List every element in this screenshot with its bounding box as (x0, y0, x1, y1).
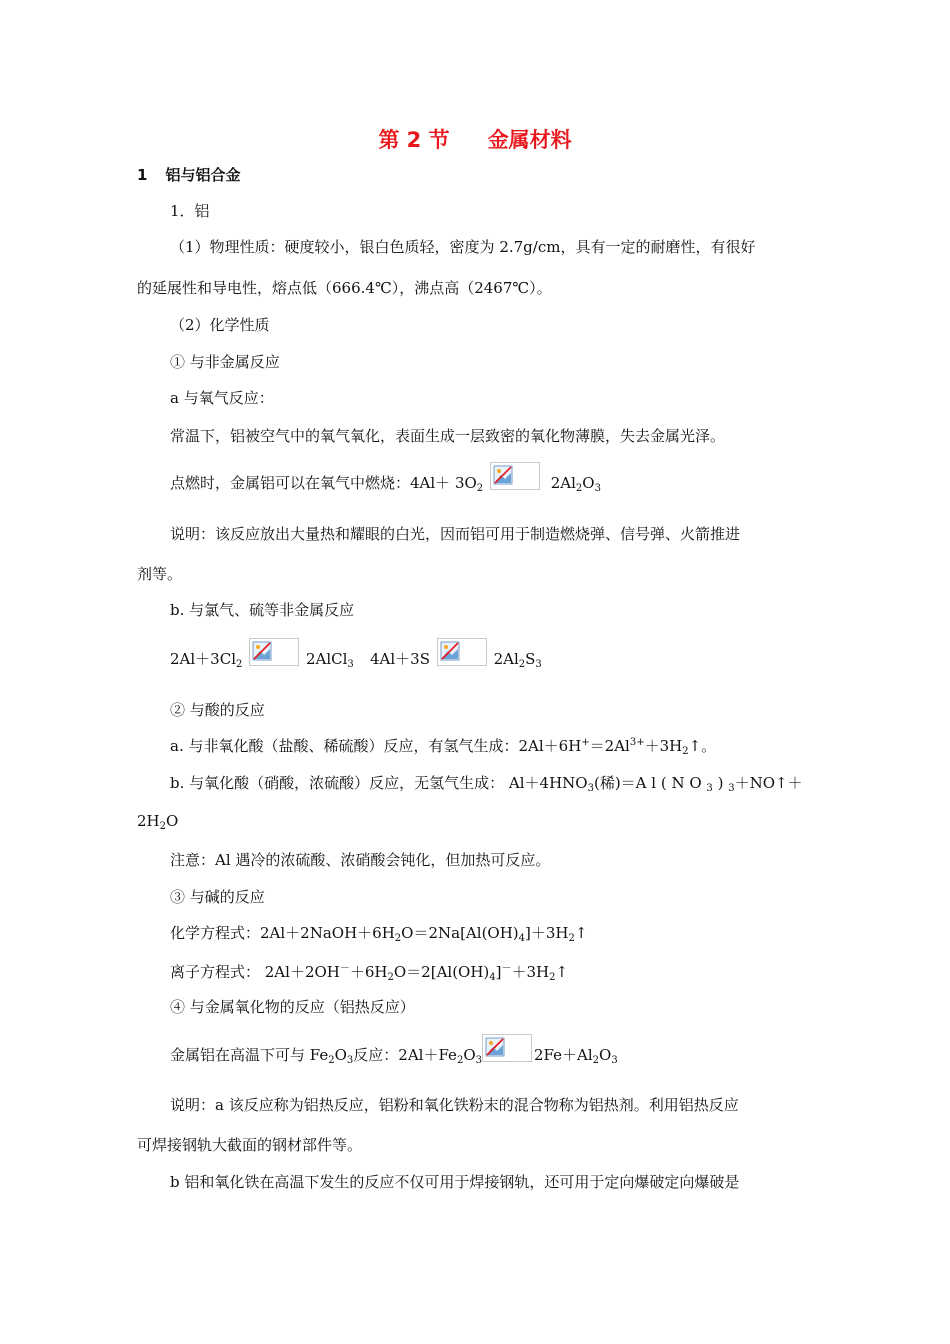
item-thermite-reaction: ④ 与金属氧化物的反应（铝热反应） (170, 998, 415, 1016)
eq-text: ＋6H (349, 963, 388, 981)
item-chlorine-sulfur: b. 与氯气、硫等非金属反应 (170, 601, 355, 619)
section-number: 1 (137, 166, 148, 184)
eq-text: S (525, 650, 536, 668)
explanation-line1: 说明：该反应放出大量热和耀眼的白光，因而铝可用于制造燃烧弹、信号弹、火箭推进 (170, 525, 741, 543)
eq-text: O (166, 812, 179, 830)
eq-sub: 3 (728, 783, 735, 794)
eq-sub: 3 (347, 659, 354, 670)
eq-text: O (334, 1046, 347, 1064)
physical-properties-line1: （1）物理性质：硬度较小，银白色质轻，密度为 2.7g/cm，具有一定的耐磨性，有很好 (170, 238, 756, 256)
eq-sub: 2 (549, 972, 556, 983)
eq-text: 离子方程式： 2Al＋2OH (170, 963, 340, 981)
eq-sub: 3 (611, 1055, 618, 1066)
eq-text: ]＋3H (525, 924, 569, 942)
eq-sub: 2 (568, 933, 575, 944)
eq-text: 4Al＋3S (370, 650, 430, 668)
eq-text: O (582, 474, 595, 492)
chemical-properties-heading: （2）化学性质 (170, 316, 270, 334)
eq-sup: 3+ (629, 737, 645, 748)
eq-text: O (599, 1046, 612, 1064)
eq-sub: 2 (476, 483, 484, 494)
oxidizing-acid-line (170, 772, 803, 794)
broken-image-icon (249, 638, 299, 666)
eq-text: 2Al (550, 474, 576, 492)
eq-sub: 2 (456, 1055, 464, 1066)
eq-sub: 3 (706, 783, 713, 794)
eq-text: 2Fe＋Al (534, 1046, 593, 1064)
eq-sub: 3 (594, 483, 601, 494)
passivation-note: 注意：Al 遇冷的浓硫酸、浓硝酸会钝化，但加热可反应。 (170, 851, 551, 869)
physical-properties-line2: 的延展性和导电性，熔点低（666.4℃），沸点高（2467℃）。 (137, 279, 552, 297)
eq-text: O＝2[Al(OH) (393, 963, 490, 981)
ionic-equation-base (170, 959, 568, 983)
eq-text: (稀)＝A l ( N O (593, 774, 707, 792)
eq-text: ＋3H (644, 737, 683, 755)
chlorine-equation (170, 646, 354, 674)
eq-sub: 3 (587, 783, 594, 794)
title-main: 金属材料 (487, 128, 572, 152)
oxidizing-acid-line2 (137, 812, 178, 832)
eq-text: ＝2Al (589, 737, 630, 755)
eq-text: ＋NO↑＋ (734, 774, 803, 792)
eq-text: 2AlCl (305, 650, 348, 668)
eq-text: O＝2Na[Al(OH) (401, 924, 519, 942)
item-acid-reaction: ② 与酸的反应 (170, 701, 265, 719)
thermite-explanation-line2: 可焊接钢轨大截面的钢材部件等。 (137, 1136, 363, 1154)
oxygen-combustion-equation (170, 470, 601, 498)
eq-sub: 2 (682, 746, 689, 757)
eq-text: ) (712, 774, 729, 792)
eq-sup: － (339, 963, 350, 974)
eq-sub: 2 (328, 1055, 335, 1066)
eq-sub: 3 (346, 1055, 354, 1066)
eq-sub: 3 (475, 1055, 482, 1066)
oxygen-room-temp: 常温下，铝被空气中的氧气氧化，表面生成一层致密的氧化物薄膜，失去金属光泽。 (170, 427, 726, 445)
page-title (0, 124, 950, 154)
thermite-equation (170, 1042, 618, 1070)
sulfur-equation (370, 646, 542, 674)
chemical-equation-base (170, 922, 587, 944)
eq-sub: 2 (159, 821, 166, 832)
eq-sub: 3 (535, 659, 542, 670)
eq-sub: 4 (489, 972, 496, 983)
explanation-line2: 剂等。 (137, 565, 183, 583)
broken-image-icon (437, 638, 487, 666)
non-oxidizing-acid-line (170, 735, 716, 757)
eq-text: O (463, 1046, 476, 1064)
broken-image-icon (490, 462, 540, 490)
eq-sub: 2 (387, 972, 394, 983)
eq-sub: 2 (394, 933, 402, 944)
title-prefix: 第 2 节 (378, 128, 450, 152)
eq-text: 金属铝在高温下可与 Fe (170, 1046, 329, 1064)
eq-sub: 4 (518, 933, 526, 944)
item-oxygen-reaction: a 与氧气反应： (170, 389, 274, 407)
item-base-reaction: ③ 与碱的反应 (170, 888, 265, 906)
eq-sup: + (581, 737, 590, 748)
item-nonmetal-reaction: ① 与非金属反应 (170, 353, 280, 371)
eq-text: ] (495, 963, 502, 981)
eq-sub: 2 (236, 659, 243, 670)
eq-text: 2Al (493, 650, 519, 668)
eq-text: b. 与氧化酸（硝酸，浓硫酸）反应，无氢气生成： Al＋4HNO (170, 774, 588, 792)
eq-text: 点燃时，金属铝可以在氧气中燃烧：4Al＋ 3O (170, 474, 477, 492)
eq-text: 2Al＋3Cl (170, 650, 236, 668)
eq-text: a. 与非氧化酸（盐酸、稀硫酸）反应，有氢气生成：2Al＋6H (170, 737, 582, 755)
eq-text: 反应：2Al＋Fe (353, 1046, 457, 1064)
section-heading (137, 164, 240, 185)
eq-sub: 2 (592, 1055, 600, 1066)
eq-text: 化学方程式：2Al＋2NaOH＋6H (170, 924, 395, 942)
subsection-aluminum: 1．铝 (170, 202, 210, 220)
eq-text: ＋3H (511, 963, 550, 981)
section-text: 铝与铝合金 (165, 166, 241, 184)
eq-text: ↑ (555, 963, 569, 981)
eq-sub: 2 (518, 659, 526, 670)
eq-text: ↑。 (688, 737, 717, 755)
eq-sup: － (501, 963, 512, 974)
eq-sub: 2 (575, 483, 583, 494)
thermite-explanation-line1: 说明：a 该反应称为铝热反应，铝粉和氧化铁粉末的混合物称为铝热剂。利用铝热反应 (170, 1096, 739, 1114)
eq-text: 2H (137, 812, 160, 830)
broken-image-icon (482, 1034, 532, 1062)
thermite-explanation-line3: b 铝和氧化铁在高温下发生的反应不仅可用于焊接钢轨，还可用于定向爆破定向爆破是 (170, 1173, 740, 1191)
eq-text: ↑ (574, 924, 588, 942)
